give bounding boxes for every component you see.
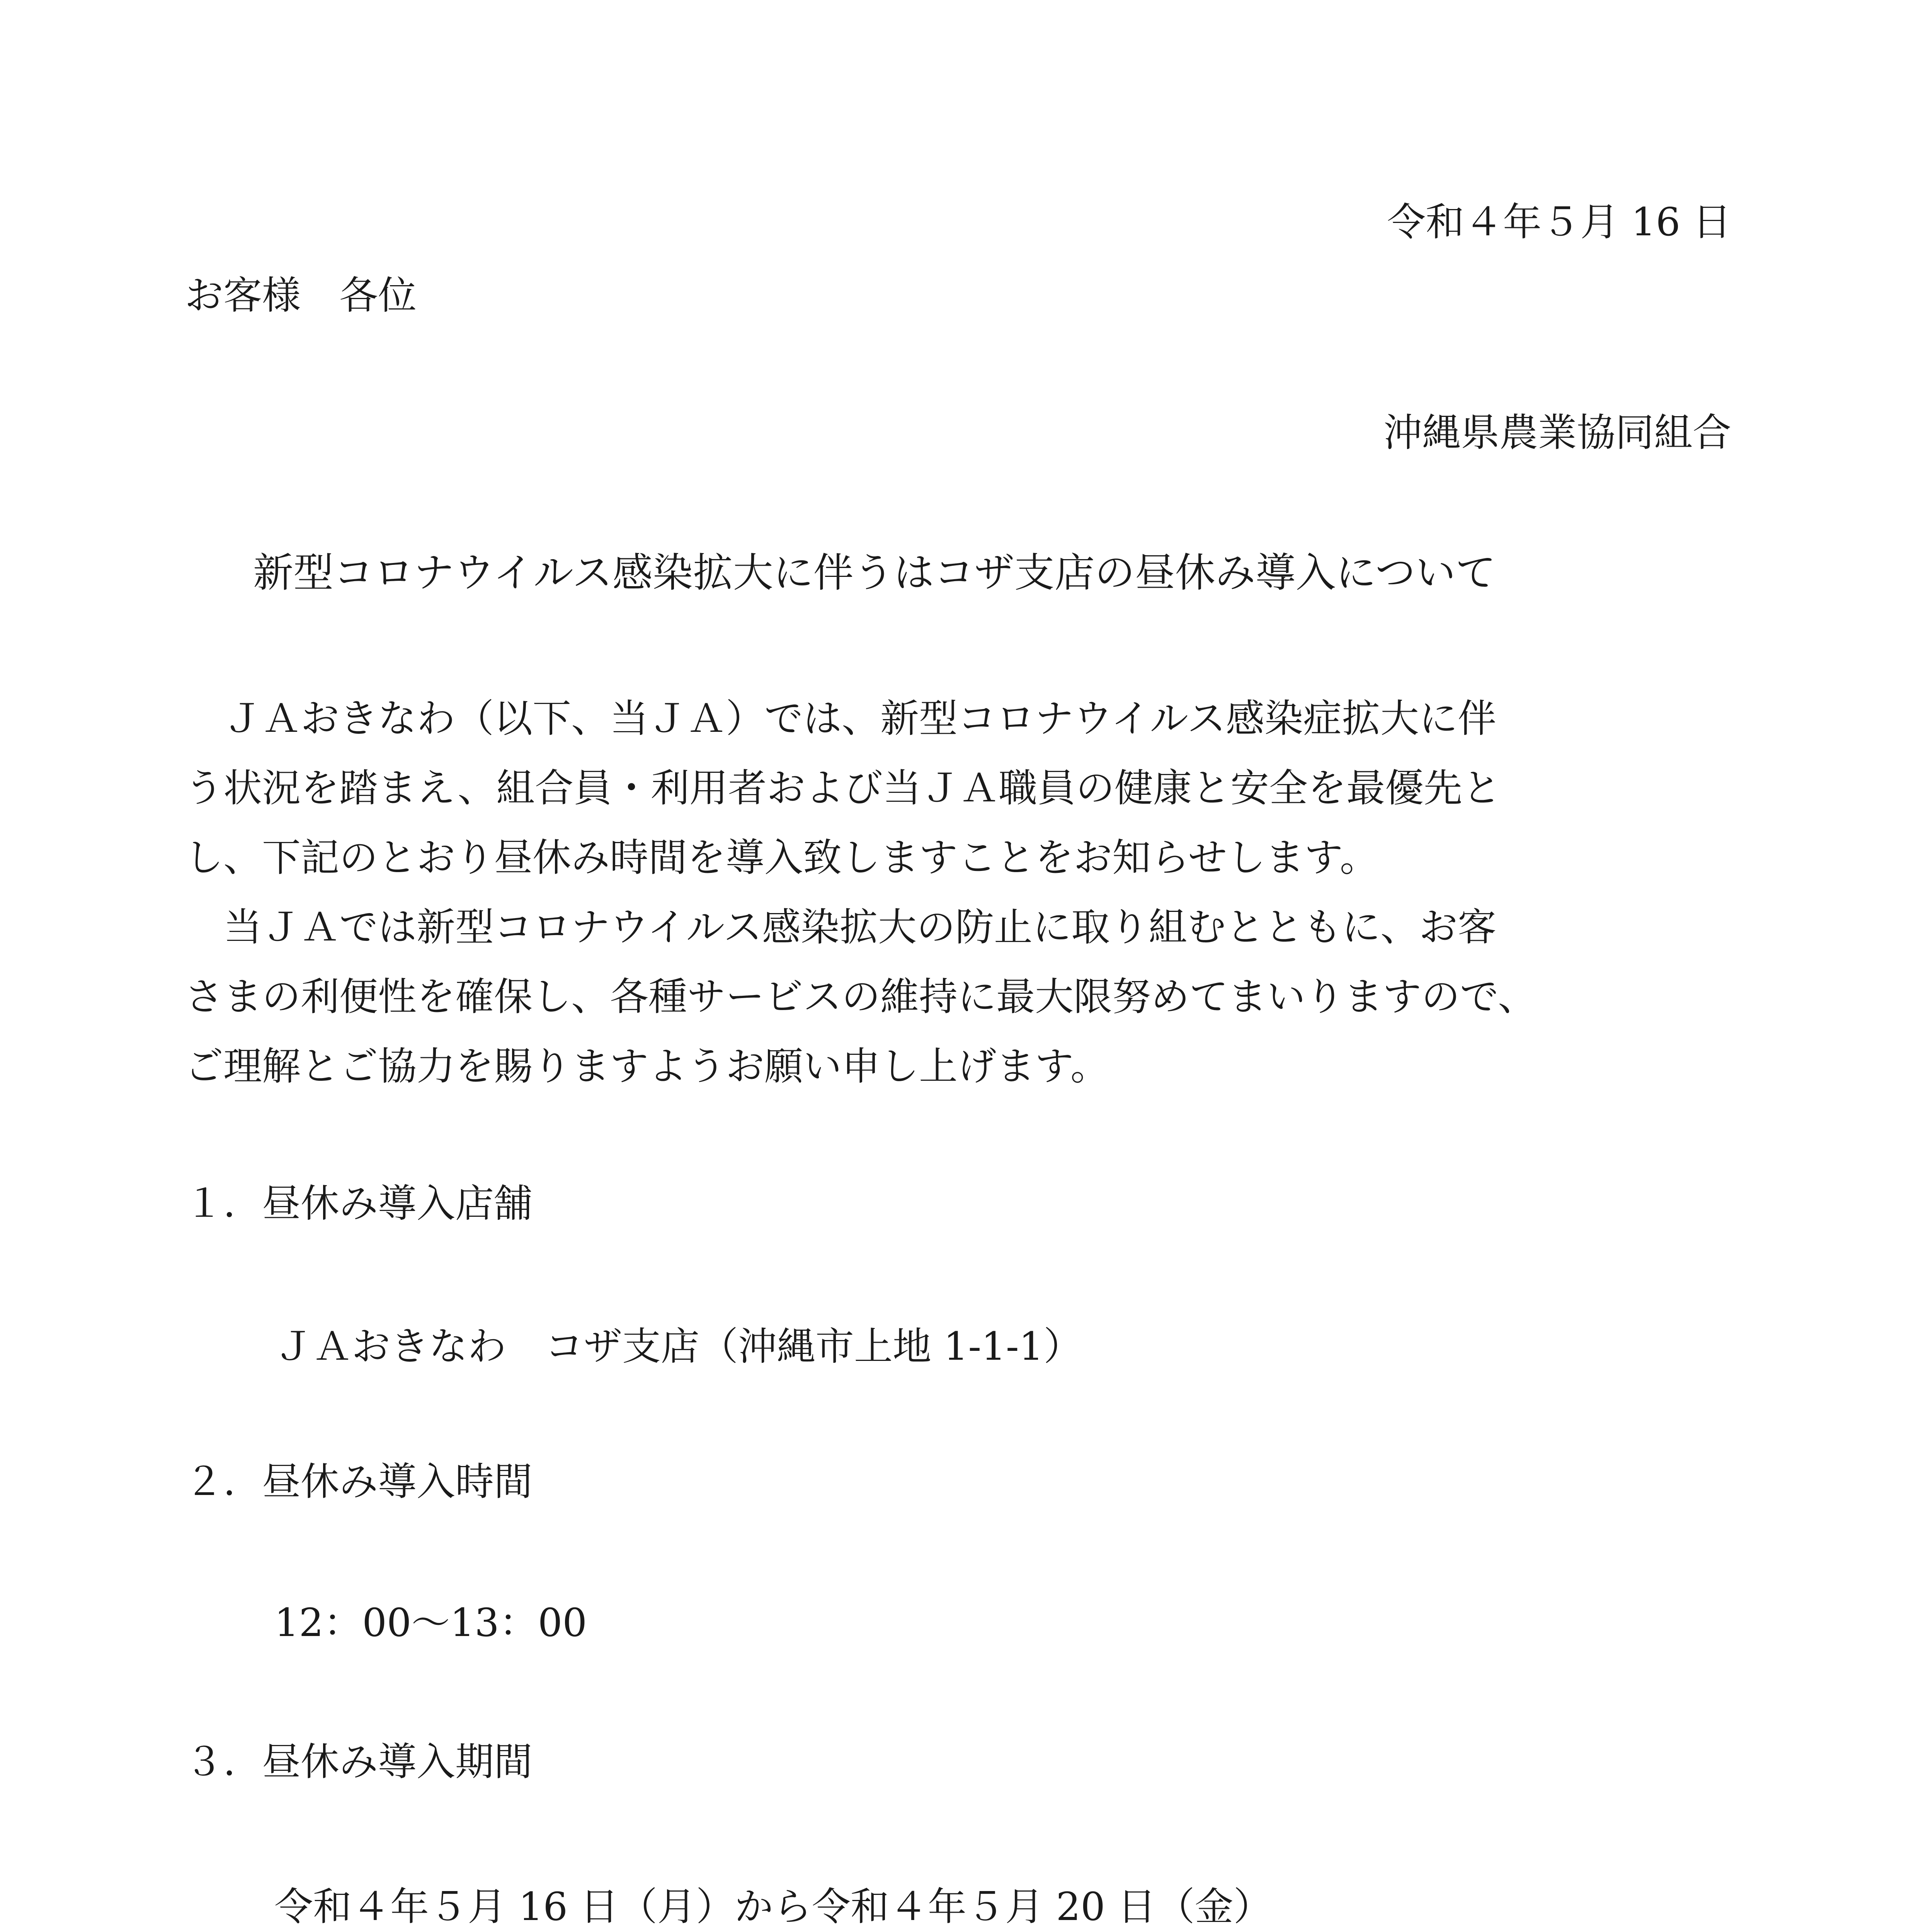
paragraph-1-line-2: う状況を踏まえ、組合員・利用者および当ＪＡ職員の健康と安全を最優先と bbox=[185, 765, 1501, 811]
sender-organization: 沖縄県農業協同組合 bbox=[1383, 410, 1731, 455]
section-3-heading: ３．昼休み導入期間 bbox=[185, 1739, 533, 1784]
paragraph-2-line-1: 当ＪＡでは新型コロナウイルス感染拡大の防止に取り組むとともに、お客 bbox=[223, 905, 1496, 950]
section-2-content: 12：00〜13：00 bbox=[274, 1600, 587, 1645]
paragraph-1-line-1: ＪＡおきなわ（以下、当ＪＡ）では、新型コロナウイルス感染症拡大に伴 bbox=[223, 696, 1496, 741]
recipient: お客様 各位 bbox=[185, 273, 417, 318]
section-2-heading: ２．昼休み導入時間 bbox=[185, 1459, 533, 1504]
page-title: 新型コロナウイルス感染拡大に伴うはコザ支店の昼休み導入について bbox=[253, 549, 1496, 596]
issue-date: 令和４年５月 16 日 bbox=[1387, 199, 1731, 245]
paragraph-2-line-2: さまの利便性を確保し、各種サービスの維持に最大限努めてまいりますので、 bbox=[185, 974, 1537, 1019]
paragraph-2-line-3: ご理解とご協力を賜りますようお願い申し上げます。 bbox=[185, 1044, 1109, 1089]
section-1-content: ＪＡおきなわ コザ支店（沖縄市上地 1-1-1） bbox=[274, 1324, 1082, 1369]
paragraph-1-line-3: し、下記のとおり昼休み時間を導入致しますことをお知らせします。 bbox=[185, 835, 1378, 880]
section-3-content: 令和４年５月 16 日（月）から令和４年５月 20 日（金） bbox=[274, 1884, 1272, 1929]
section-1-heading: １．昼休み導入店舗 bbox=[185, 1181, 533, 1226]
